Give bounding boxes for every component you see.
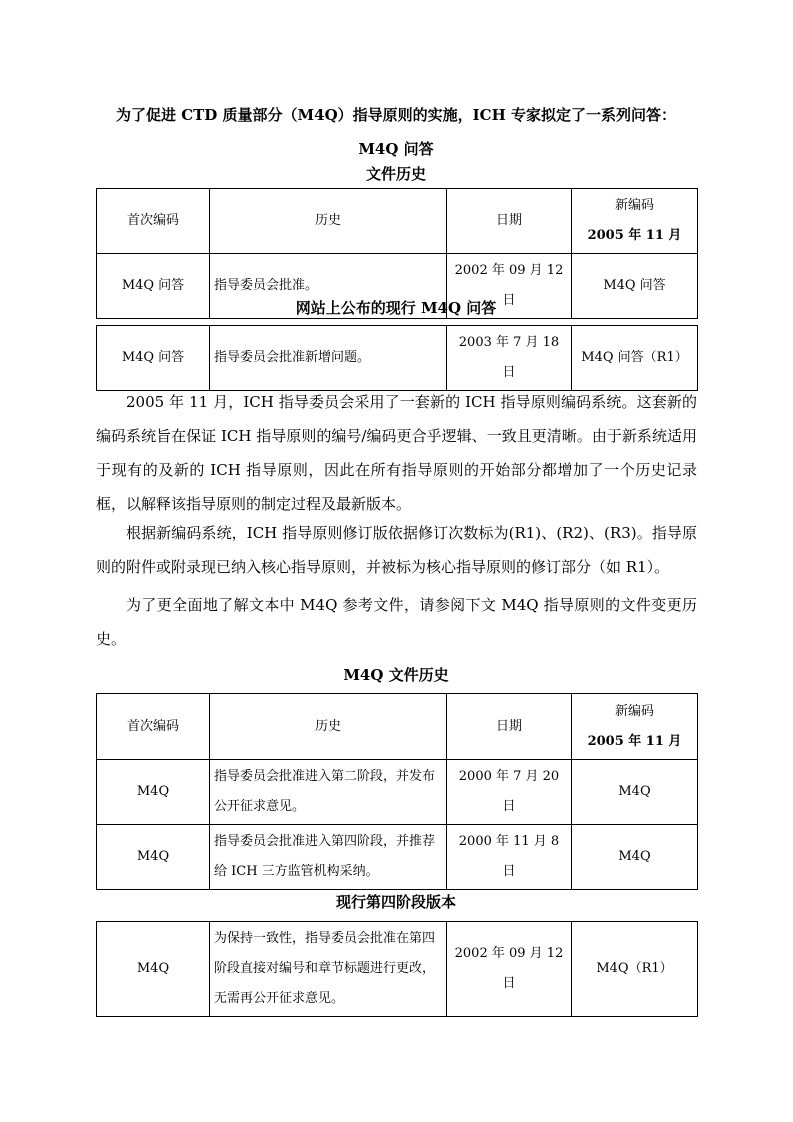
header-new-code [572,694,698,760]
cell-new-code: M4Q 问答（R1） [572,326,698,391]
cell-date: 2000 年 11 月 8 日 [447,825,572,890]
m4q-history-table [96,693,698,890]
cell-new-code: M4Q [572,825,698,890]
cell-date: 2000 年 7 月 20 日 [447,760,572,825]
header-date: 日期 [447,189,572,254]
cell-code: M4Q [97,760,210,825]
website-title: 网站上公布的现行 M4Q 问答 [295,299,497,317]
header-history: 历史 [210,694,447,760]
doc-history-title: 文件历史 [365,165,426,183]
table-row [97,825,698,890]
cell-new-code: M4Q [572,760,698,825]
current-step4-table [96,921,698,1017]
header-first-code: 首次编码 [97,189,210,254]
qa-title: M4Q 问答 [358,140,434,158]
table-row [97,922,698,1017]
cell-history: 指导委员会批准新增问题。 [210,326,447,391]
table-row [97,760,698,825]
cell-code: M4Q [97,825,210,890]
header-new-code-label: 新编码 [614,703,654,719]
cell-code: M4Q 问答 [97,254,210,319]
table-header-row [97,694,698,760]
header-date: 日期 [447,694,572,760]
cell-date: 2002 年 09 月 12 日 [447,254,572,319]
paragraph-coding-system: 2005 年 11 月，ICH 指导委员会采用了一套新的 ICH 指导原则编码系统。这套新的编码系统旨在保证 ICH 指导原则的编号/编码更合乎逻辑、一致且更清晰。由于新系统适用于现有的及新的 ICH 指导原则，因此在所有指导原则的开始部分都增加了一个历史记录框，以解释该指导原则的制定过程及最新版本。 [96,393,697,513]
cell-new-code: M4Q 问答 [572,254,698,319]
cell-history: 指导委员会批准进入第二阶段，并发布公开征求意见。 [210,760,447,825]
table-row [97,326,698,391]
cell-date: 2002 年 09 月 12 日 [447,922,572,1017]
current-step4-title: 现行第四阶段版本 [335,893,456,911]
paragraph-reference: 为了更全面地了解文本中 M4Q 参考文件，请参阅下文 M4Q 指导原则的文件变更历史。 [96,596,697,648]
intro-title: 为了促进 CTD 质量部分（M4Q）指导原则的实施，ICH 专家拟定了一系列问答： [115,106,676,124]
table-header-row [97,189,698,254]
header-new-code-date: 2005 年 11 月 [587,733,682,749]
cell-date: 2003 年 7 月 18 日 [447,326,572,391]
cell-code: M4Q 问答 [97,326,210,391]
paragraph-revision-marking: 根据新编码系统，ICH 指导原则修订版依据修订次数标为(R1)、(R2)、(R3)。指导原则的附件或附录现已纳入核心指导原则，并被标为核心指导原则的修订部分（如 R1）。 [96,524,697,576]
website-table [96,325,698,391]
cell-history: 指导委员会批准进入第四阶段，并推荐给 ICH 三方监管机构采纳。 [210,825,447,890]
cell-history: 指导委员会批准。 [210,254,447,319]
header-new-code-label: 新编码 [614,198,654,213]
header-new-code-date: 2005 年 11 月 [587,228,682,243]
m4q-history-title: M4Q 文件历史 [343,666,449,684]
header-first-code: 首次编码 [97,694,210,760]
header-new-code [572,189,698,254]
cell-history: 为保持一致性，指导委员会批准在第四阶段直接对编号和章节标题进行更改，无需再公开征求意见。 [210,922,447,1017]
cell-code: M4Q [97,922,210,1017]
header-history: 历史 [210,189,447,254]
cell-new-code: M4Q（R1） [572,922,698,1017]
